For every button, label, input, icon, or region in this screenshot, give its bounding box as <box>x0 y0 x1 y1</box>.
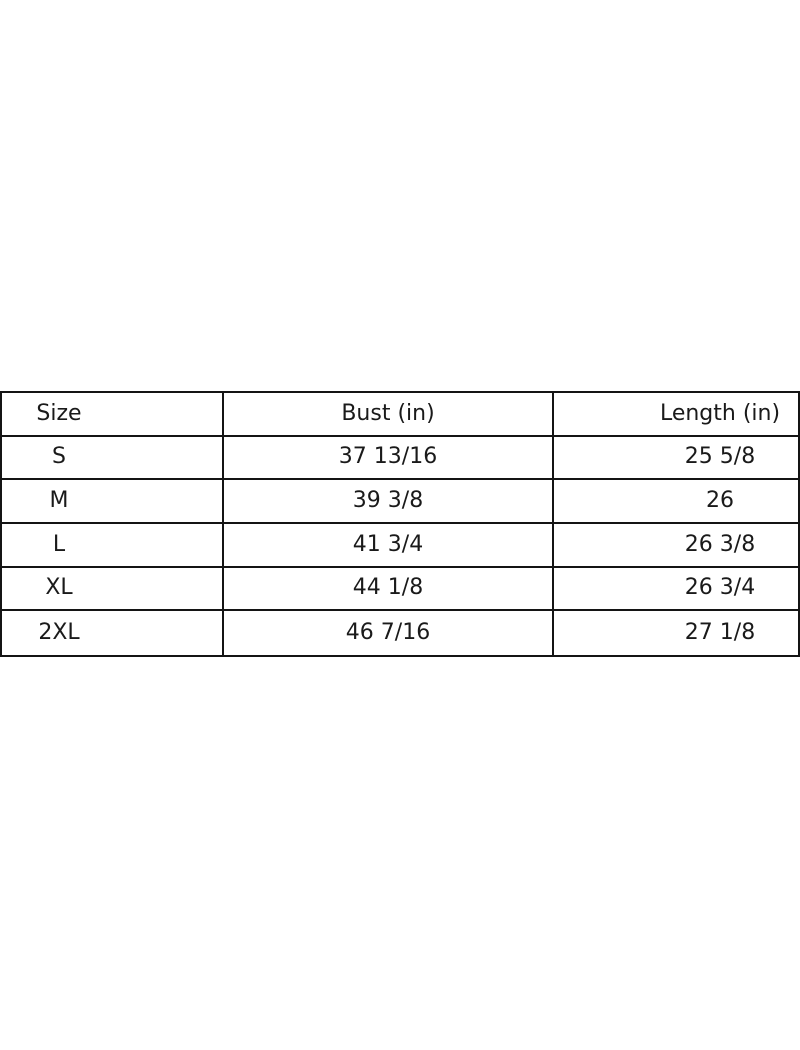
length-value: 25 5/8 <box>684 444 756 470</box>
header-cell-length <box>554 393 798 437</box>
cell-size-l <box>2 524 224 568</box>
cell-bust-l <box>224 524 554 568</box>
header-cell-bust <box>224 393 554 437</box>
cell-size-s <box>2 437 224 481</box>
cell-bust-m <box>224 480 554 524</box>
size-chart-table <box>0 391 800 657</box>
cell-length-m <box>554 480 798 524</box>
bust-value: 44 1/8 <box>352 575 424 601</box>
bust-value: 46 7/16 <box>345 620 431 646</box>
cell-length-s <box>554 437 798 481</box>
cell-bust-xl <box>224 568 554 612</box>
bust-value: 39 3/8 <box>352 488 424 514</box>
size-value: M <box>49 488 69 514</box>
length-value: 26 <box>706 488 734 514</box>
size-value: L <box>52 531 66 557</box>
cell-length-2xl <box>554 611 798 655</box>
length-value: 26 3/8 <box>684 531 756 557</box>
cell-size-m <box>2 480 224 524</box>
cell-size-xl <box>2 568 224 612</box>
length-value: 26 3/4 <box>684 575 756 601</box>
size-value: 2XL <box>38 620 80 646</box>
cell-length-xl <box>554 568 798 612</box>
bust-value: 41 3/4 <box>352 531 424 557</box>
size-value: S <box>52 444 66 470</box>
header-label-size: Size <box>36 400 82 426</box>
header-label-bust: Bust (in) <box>341 400 435 426</box>
header-cell-size <box>2 393 224 437</box>
length-value: 27 1/8 <box>684 620 756 646</box>
cell-bust-s <box>224 437 554 481</box>
size-value: XL <box>45 575 73 601</box>
header-label-length: Length (in) <box>659 400 781 426</box>
cell-size-2xl <box>2 611 224 655</box>
cell-bust-2xl <box>224 611 554 655</box>
cell-length-l <box>554 524 798 568</box>
bust-value: 37 13/16 <box>338 444 438 470</box>
